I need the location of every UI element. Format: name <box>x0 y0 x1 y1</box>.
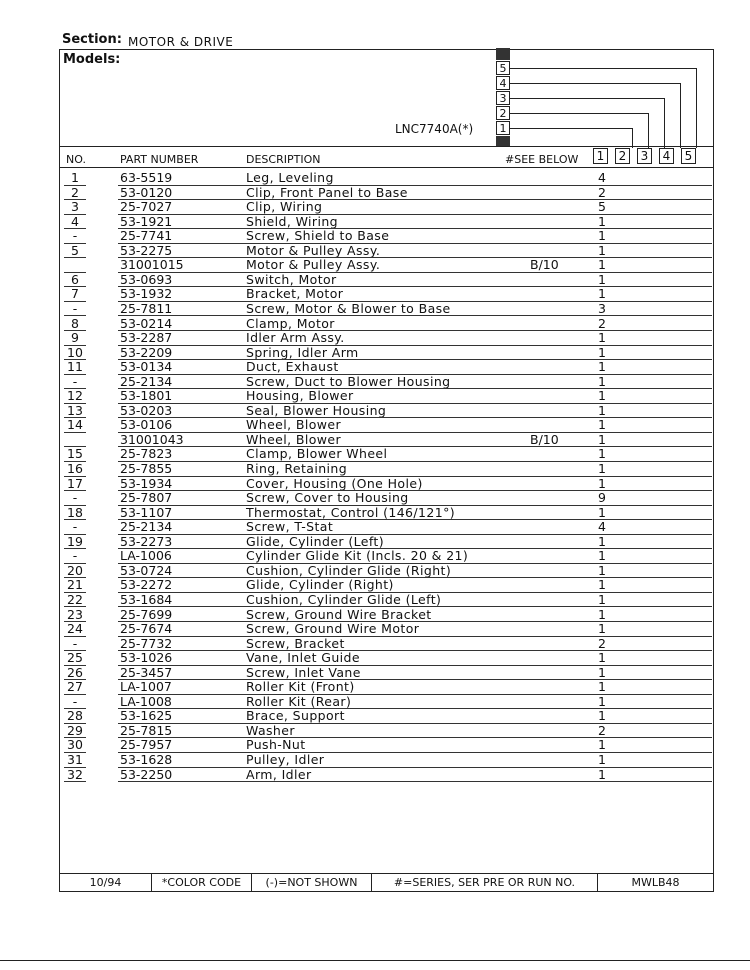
table-row <box>60 724 713 739</box>
quantity: 1 <box>598 650 606 666</box>
part-number: 53-1107 <box>120 504 173 520</box>
part-number: 53-1934 <box>120 475 173 491</box>
part-description: Clamp, Blower Wheel <box>246 446 388 462</box>
part-description: Ring, Retaining <box>246 461 348 476</box>
table-row <box>60 564 713 579</box>
row-number: 21 <box>67 577 83 593</box>
quantity: 1 <box>598 417 606 433</box>
part-description: Shield, Wiring <box>246 213 339 229</box>
part-number: 25-7823 <box>120 446 173 462</box>
quantity: 2 <box>598 635 606 651</box>
table-row <box>60 317 713 332</box>
part-description: Cushion, Cylinder Glide (Right) <box>246 562 452 578</box>
connector-line <box>510 83 680 84</box>
part-description: Screw, Ground Wire Motor <box>246 621 420 637</box>
part-description: Clip, Wiring <box>246 199 323 215</box>
quantity: 1 <box>598 431 606 447</box>
table-row <box>60 578 713 593</box>
part-description: Leg, Leveling <box>246 170 334 185</box>
connector-line <box>664 98 665 148</box>
row-number: - <box>72 490 78 506</box>
section-value: MOTOR & DRIVE <box>128 35 234 49</box>
table-row <box>60 637 713 652</box>
quantity: 1 <box>598 737 606 753</box>
header-top-rule <box>60 146 713 147</box>
row-number: 17 <box>67 475 83 491</box>
quantity: 1 <box>598 606 606 622</box>
part-number: 25-7027 <box>120 199 173 215</box>
quantity: 4 <box>598 519 606 535</box>
table-row <box>60 244 713 259</box>
part-description: Roller Kit (Rear) <box>246 693 352 709</box>
part-description: Cylinder Glide Kit (Incls. 20 & 21) <box>246 548 469 564</box>
part-number: 53-2250 <box>120 766 173 782</box>
col-no: NO. <box>66 153 86 166</box>
series-col-3: 3 <box>637 148 652 164</box>
row-number: 5 <box>71 242 79 258</box>
table-row <box>60 287 713 302</box>
part-number: 25-7855 <box>120 461 173 476</box>
row-number: 16 <box>67 461 83 476</box>
page-bottom-rule <box>0 960 750 961</box>
table-row <box>60 622 713 637</box>
table-row <box>60 768 713 783</box>
part-number: 31001015 <box>120 257 184 273</box>
quantity: 1 <box>598 373 606 389</box>
part-number: 31001043 <box>120 431 184 447</box>
col-part-number: PART NUMBER <box>120 153 199 166</box>
table-row <box>60 331 713 346</box>
quantity: 2 <box>598 184 606 200</box>
quantity: 1 <box>598 708 606 724</box>
quantity: 1 <box>598 577 606 593</box>
series-note: B/10 <box>530 431 559 447</box>
part-description: Seal, Blower Housing <box>246 402 387 418</box>
row-number: 25 <box>67 650 83 666</box>
table-row <box>60 229 713 244</box>
part-description: Screw, Inlet Vane <box>246 664 361 680</box>
table-row <box>60 171 713 186</box>
connector-line <box>510 113 648 114</box>
row-number: 6 <box>71 271 79 287</box>
series-col-2: 2 <box>615 148 630 164</box>
quantity: 1 <box>598 461 606 476</box>
section-label: Section: <box>62 32 122 47</box>
part-description: Pulley, Idler <box>246 752 325 767</box>
part-number: 53-0106 <box>120 417 173 433</box>
row-number: 9 <box>71 330 79 346</box>
row-number: 7 <box>71 286 79 302</box>
row-underline <box>64 781 86 782</box>
table-row <box>60 549 713 564</box>
part-number: 53-2209 <box>120 344 173 360</box>
part-description: Clamp, Motor <box>246 315 335 331</box>
row-number: - <box>72 693 78 709</box>
model-box-4: 4 <box>496 76 510 90</box>
quantity: 1 <box>598 213 606 229</box>
part-number: 25-7674 <box>120 621 173 637</box>
row-number: 12 <box>67 388 83 404</box>
quantity: 1 <box>598 548 606 564</box>
models-label: Models: <box>63 52 121 67</box>
col-description: DESCRIPTION <box>246 153 321 166</box>
table-row <box>60 520 713 535</box>
table-row <box>60 608 713 623</box>
footer-series-note: #=SERIES, SER PRE OR RUN NO. <box>372 874 598 892</box>
row-number: - <box>72 300 78 316</box>
row-number: 1 <box>71 170 79 185</box>
series-col-5: 5 <box>681 148 696 164</box>
part-number: 53-2275 <box>120 242 173 258</box>
row-number: 31 <box>67 752 83 767</box>
quantity: 1 <box>598 562 606 578</box>
header-bottom-rule <box>60 167 713 168</box>
row-number: 20 <box>67 562 83 578</box>
part-description: Motor & Pulley Assy. <box>246 242 381 258</box>
part-number: 25-7807 <box>120 490 173 506</box>
table-row <box>60 200 713 215</box>
row-number: 24 <box>67 621 83 637</box>
table-row <box>60 695 713 710</box>
part-number: 25-7699 <box>120 606 173 622</box>
series-col-1: 1 <box>593 148 608 164</box>
table-row <box>60 709 713 724</box>
connector-line <box>696 68 697 148</box>
table-row <box>60 389 713 404</box>
quantity: 1 <box>598 533 606 549</box>
table-row <box>60 593 713 608</box>
quantity: 1 <box>598 388 606 404</box>
part-number: 53-1921 <box>120 213 173 229</box>
quantity: 1 <box>598 752 606 767</box>
row-number: 30 <box>67 737 83 753</box>
table-row <box>60 186 713 201</box>
quantity: 2 <box>598 722 606 738</box>
part-description: Screw, Ground Wire Bracket <box>246 606 432 622</box>
quantity: 1 <box>598 402 606 418</box>
row-number: 3 <box>71 199 79 215</box>
part-number: 53-0724 <box>120 562 173 578</box>
row-number: 13 <box>67 402 83 418</box>
row-number: 32 <box>67 766 83 782</box>
part-description: Wheel, Blower <box>246 431 342 447</box>
connector-line <box>510 128 632 129</box>
table-row <box>60 535 713 550</box>
part-number: LA-1006 <box>120 548 172 564</box>
part-description: Screw, Duct to Blower Housing <box>246 373 451 389</box>
connector-line <box>680 83 681 148</box>
part-number: 63-5519 <box>120 170 173 185</box>
model-box-top-marker <box>496 48 510 60</box>
connector-line <box>510 68 696 69</box>
connector-line <box>648 113 649 148</box>
part-description: Screw, Bracket <box>246 635 345 651</box>
part-description: Vane, Inlet Guide <box>246 650 360 666</box>
quantity: 1 <box>598 286 606 302</box>
footer-not-shown: (-)=NOT SHOWN <box>252 874 372 892</box>
series-note: B/10 <box>530 257 559 273</box>
table-row <box>60 433 713 448</box>
table-row <box>60 680 713 695</box>
connector-line <box>510 98 664 99</box>
row-number: 14 <box>67 417 83 433</box>
row-number: 22 <box>67 591 83 607</box>
table-row <box>60 404 713 419</box>
quantity: 1 <box>598 330 606 346</box>
table-row <box>60 491 713 506</box>
row-underline <box>118 781 712 782</box>
part-description: Screw, Shield to Base <box>246 228 390 244</box>
part-description: Motor & Pulley Assy. <box>246 257 381 273</box>
quantity: 1 <box>598 242 606 258</box>
table-row <box>60 753 713 768</box>
part-number: 53-1801 <box>120 388 173 404</box>
part-description: Housing, Blower <box>246 388 354 404</box>
table-row <box>60 346 713 361</box>
part-description: Screw, Cover to Housing <box>246 490 409 506</box>
table-row <box>60 273 713 288</box>
row-number: - <box>72 373 78 389</box>
row-number: 29 <box>67 722 83 738</box>
part-description: Brace, Support <box>246 708 345 724</box>
model-box-5: 5 <box>496 61 510 75</box>
row-number: 4 <box>71 213 79 229</box>
model-box-2: 2 <box>496 106 510 120</box>
part-description: Switch, Motor <box>246 271 337 287</box>
table-row <box>60 375 713 390</box>
part-number: 25-7815 <box>120 722 173 738</box>
row-number: 11 <box>67 359 83 375</box>
model-box-bottom-marker <box>496 136 510 146</box>
quantity: 1 <box>598 664 606 680</box>
quantity: 1 <box>598 257 606 273</box>
quantity: 1 <box>598 621 606 637</box>
part-number: 53-2272 <box>120 577 173 593</box>
part-number: 25-7957 <box>120 737 173 753</box>
part-description: Cover, Housing (One Hole) <box>246 475 423 491</box>
part-number: 53-1625 <box>120 708 173 724</box>
part-number: 25-2134 <box>120 519 173 535</box>
row-number: 28 <box>67 708 83 724</box>
table-row <box>60 477 713 492</box>
part-number: 53-1628 <box>120 752 173 767</box>
part-number: 53-0203 <box>120 402 173 418</box>
quantity: 1 <box>598 679 606 695</box>
part-description: Idler Arm Assy. <box>246 330 345 346</box>
row-number: 27 <box>67 679 83 695</box>
part-number: LA-1008 <box>120 693 172 709</box>
part-number: 25-2134 <box>120 373 173 389</box>
part-description: Clip, Front Panel to Base <box>246 184 408 200</box>
row-number: - <box>72 548 78 564</box>
part-description: Glide, Cylinder (Right) <box>246 577 394 593</box>
row-number: 15 <box>67 446 83 462</box>
quantity: 1 <box>598 591 606 607</box>
part-number: 53-2287 <box>120 330 173 346</box>
part-number: LA-1007 <box>120 679 172 695</box>
part-description: Screw, T-Stat <box>246 519 334 535</box>
part-number: 53-2273 <box>120 533 173 549</box>
part-number: 25-7741 <box>120 228 173 244</box>
row-number: 19 <box>67 533 83 549</box>
part-number: 25-7732 <box>120 635 173 651</box>
part-description: Push-Nut <box>246 737 306 753</box>
quantity: 1 <box>598 504 606 520</box>
row-number: 18 <box>67 504 83 520</box>
table-row <box>60 258 713 273</box>
quantity: 1 <box>598 271 606 287</box>
part-description: Screw, Motor & Blower to Base <box>246 300 451 316</box>
model-name: LNC7740A(*) <box>395 122 474 136</box>
footer-color-code: *COLOR CODE <box>152 874 252 892</box>
col-see-below: #SEE BELOW <box>505 153 579 166</box>
table-row <box>60 418 713 433</box>
part-number: 53-0120 <box>120 184 173 200</box>
row-number: - <box>72 635 78 651</box>
quantity: 1 <box>598 344 606 360</box>
part-number: 25-7811 <box>120 300 173 316</box>
row-number: 23 <box>67 606 83 622</box>
table-row <box>60 360 713 375</box>
part-description: Washer <box>246 722 295 738</box>
row-number: 2 <box>71 184 79 200</box>
table-row <box>60 215 713 230</box>
part-description: Glide, Cylinder (Left) <box>246 533 385 549</box>
quantity: 1 <box>598 228 606 244</box>
part-description: Cushion, Cylinder Glide (Left) <box>246 591 442 607</box>
quantity: 1 <box>598 475 606 491</box>
row-number: 10 <box>67 344 83 360</box>
quantity: 1 <box>598 446 606 462</box>
table-row <box>60 651 713 666</box>
part-description: Duct, Exhaust <box>246 359 339 375</box>
table-row <box>60 738 713 753</box>
table-row <box>60 462 713 477</box>
part-description: Spring, Idler Arm <box>246 344 359 360</box>
connector-line <box>632 128 633 148</box>
series-col-4: 4 <box>659 148 674 164</box>
row-number: - <box>72 228 78 244</box>
model-box-3: 3 <box>496 91 510 105</box>
quantity: 1 <box>598 693 606 709</box>
part-number: 53-0134 <box>120 359 173 375</box>
quantity: 4 <box>598 170 606 185</box>
footer-doc-code: MWLB48 <box>631 876 680 889</box>
quantity: 1 <box>598 766 606 782</box>
part-number: 53-1684 <box>120 591 173 607</box>
row-number: - <box>72 519 78 535</box>
part-description: Bracket, Motor <box>246 286 344 302</box>
table-row <box>60 666 713 681</box>
table-row <box>60 506 713 521</box>
part-description: Wheel, Blower <box>246 417 342 433</box>
table-row <box>60 302 713 317</box>
quantity: 2 <box>598 315 606 331</box>
footer-date: 10/94 <box>60 874 152 892</box>
quantity: 1 <box>598 359 606 375</box>
part-number: 53-1932 <box>120 286 173 302</box>
quantity: 3 <box>598 300 606 316</box>
quantity: 9 <box>598 490 606 506</box>
row-number: 8 <box>71 315 79 331</box>
row-number: 26 <box>67 664 83 680</box>
model-box-1: 1 <box>496 121 510 135</box>
part-description: Roller Kit (Front) <box>246 679 355 695</box>
part-number: 53-1026 <box>120 650 173 666</box>
part-number: 53-0214 <box>120 315 173 331</box>
part-number: 25-3457 <box>120 664 173 680</box>
part-description: Thermostat, Control (146/121°) <box>246 504 456 520</box>
part-description: Arm, Idler <box>246 766 312 782</box>
quantity: 5 <box>598 199 606 215</box>
table-row <box>60 447 713 462</box>
part-number: 53-0693 <box>120 271 173 287</box>
